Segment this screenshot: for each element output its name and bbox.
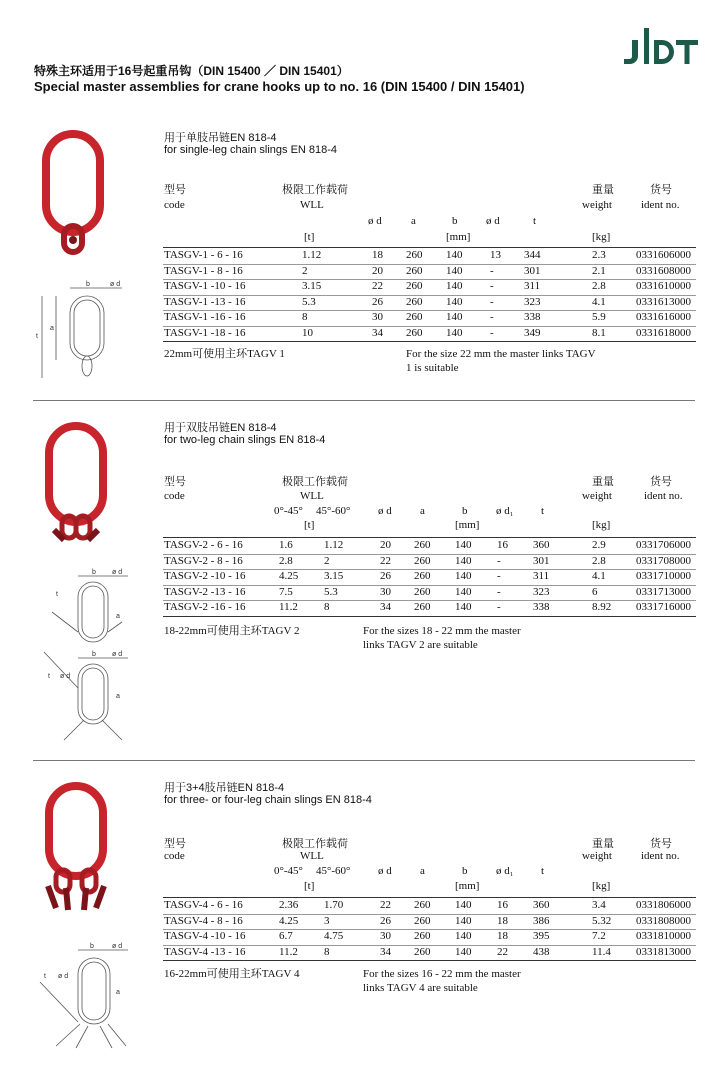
table-cell-id: 0331806000: [636, 899, 691, 911]
hdr-unit-kg: [kg]: [592, 519, 611, 531]
dim-a-label: a: [50, 325, 54, 332]
table-cell-a: 260: [406, 264, 423, 277]
table-cell-w1: 6.7: [279, 930, 293, 942]
hdr-angle-45-60: 45°-60°: [316, 865, 351, 877]
hdr-od1: ø d: [486, 215, 500, 227]
table-cell-w: 2.1: [592, 264, 606, 277]
hdr-ident-cn: 货号: [650, 184, 672, 196]
table-cell-w2: 1.12: [324, 539, 344, 551]
table-cell-w1: 2.36: [279, 899, 299, 911]
table-cell-w1: 4.25: [279, 570, 299, 582]
hdr-a: a: [411, 215, 416, 227]
hdr-code-cn: 型号: [164, 476, 186, 488]
table-cell-id: 0331610000: [636, 280, 691, 292]
table-cell-w: 5.9: [592, 311, 606, 323]
hdr-angle-45-60: 45°-60°: [316, 505, 351, 517]
table-cell-a: 260: [414, 899, 431, 911]
table-cell-t: 438: [533, 945, 550, 958]
hdr-unit-mm: [mm]: [455, 519, 480, 531]
dim-t-label: t: [36, 333, 38, 340]
table-cell-wll: 1.12: [302, 249, 322, 261]
hdr-code-cn: 型号: [164, 838, 186, 850]
table-cell-code: TASGV-1 -18 - 16: [164, 326, 246, 339]
hdr-code-en: code: [164, 850, 185, 862]
table-cell-d1: 18: [497, 914, 508, 927]
table-cell-code: TASGV-1 -13 - 16: [164, 295, 246, 308]
table-cell-w: 8.92: [592, 601, 612, 613]
section-divider: [33, 400, 695, 401]
page-title-en: Special master assemblies for crane hooks up to no. 16 (DIN 15400 / DIN 15401): [34, 79, 525, 94]
table-cell-code: TASGV-2 -10 - 16: [164, 570, 246, 582]
table-cell-w2: 5.3: [324, 585, 338, 598]
table-cell-b: 140: [455, 539, 472, 551]
hdr-od: ø d: [368, 215, 382, 227]
table-cell-a: 260: [406, 280, 423, 292]
dim-b-label: b: [92, 651, 96, 658]
section1-note-en: For the size 22 mm the master links TAGV 1 is suitable: [406, 348, 596, 374]
table-row: [0, 265, 725, 280]
table-cell-b: 140: [446, 264, 463, 277]
table-cell-id: 0331813000: [636, 945, 691, 958]
page-title-cn: 特殊主环适用于16号起重吊钩（DIN 15400 ／ DIN 15401）: [34, 64, 349, 78]
table-cell-id: 0331708000: [636, 554, 691, 567]
section3-note-en: For the sizes 16 - 22 mm the master links TAGV 4 are suitable: [363, 968, 521, 994]
table-cell-t: 360: [533, 899, 550, 911]
table-cell-a: 260: [414, 570, 431, 582]
table3-header-rule: [163, 897, 696, 898]
dim-a-label: a: [116, 693, 120, 700]
section-divider: [33, 760, 695, 761]
table-cell-id: 0331616000: [636, 311, 691, 323]
dim-t-label: t: [48, 673, 50, 680]
hdr-unit-mm: [mm]: [455, 880, 480, 892]
table-cell-w1: 4.25: [279, 914, 299, 927]
hdr-t: t: [541, 505, 545, 517]
table-cell-id: 0331716000: [636, 601, 691, 613]
table-cell-a: 260: [414, 554, 431, 567]
hdr-unit-t: [t]: [304, 880, 315, 892]
dim-d-label: ø d: [60, 673, 71, 680]
hdr-wll-cn: 极限工作载荷: [282, 838, 348, 850]
table-cell-a: 260: [406, 249, 423, 261]
table-cell-w1: 2.8: [279, 554, 293, 567]
section3-heading-en: for three- or four-leg chain slings EN 818-4: [164, 794, 372, 806]
table-cell-code: TASGV-2 -16 - 16: [164, 601, 246, 613]
hdr-wll-en: WLL: [300, 199, 324, 211]
table-cell-d1: 22: [497, 945, 508, 958]
table-cell-d1: 16: [497, 539, 508, 551]
table-cell-w: 4.1: [592, 570, 606, 582]
table-cell-b: 140: [455, 554, 472, 567]
table-cell-t: 386: [533, 914, 550, 927]
table1-header-rule: [163, 247, 696, 248]
table-cell-b: 140: [446, 280, 463, 292]
hdr-wll-cn: 极限工作载荷: [282, 476, 348, 488]
table-row: [0, 899, 725, 914]
table-cell-d: 26: [380, 570, 391, 582]
table-cell-t: 344: [524, 249, 541, 261]
table-cell-t: 323: [533, 585, 550, 598]
table-cell-a: 260: [406, 295, 423, 308]
hdr-wll-cn: 极限工作载荷: [282, 184, 348, 196]
table-cell-code: TASGV-4 -10 - 16: [164, 930, 246, 942]
dim-d-label: ø d: [58, 973, 69, 980]
table-cell-w: 7.2: [592, 930, 606, 942]
table-cell-d1: -: [497, 601, 501, 613]
hdr-od1: ø d₁: [496, 505, 514, 517]
table-row: [0, 280, 725, 295]
table-cell-b: 140: [455, 601, 472, 613]
single-leg-master-link-photo: [38, 130, 108, 260]
table-cell-d: 30: [372, 311, 383, 323]
table-cell-w: 2.9: [592, 539, 606, 551]
dim-d-label: ø d: [110, 281, 121, 288]
table-cell-w1: 11.2: [279, 601, 298, 613]
hdr-unit-kg: [kg]: [592, 880, 611, 892]
table-row: [0, 946, 725, 961]
table-cell-w: 5.32: [592, 914, 612, 927]
table-cell-id: 0331606000: [636, 249, 691, 261]
hdr-wll-en: WLL: [300, 850, 324, 862]
section2-note-cn: 18-22mm可使用主环TAGV 2: [164, 625, 300, 637]
table-cell-w: 2.8: [592, 280, 606, 292]
table-cell-code: TASGV-1 - 6 - 16: [164, 249, 243, 261]
hdr-weight-en: weight: [582, 850, 612, 862]
table-cell-a: 260: [414, 539, 431, 551]
table-row: [0, 249, 725, 264]
table-cell-d1: -: [490, 311, 494, 323]
table-cell-t: 301: [524, 264, 541, 277]
table-cell-t: 395: [533, 930, 550, 942]
table-cell-w1: 1.6: [279, 539, 293, 551]
table-cell-t: 301: [533, 554, 550, 567]
hdr-code-en: code: [164, 490, 185, 502]
table-cell-code: TASGV-1 -16 - 16: [164, 311, 246, 323]
table-cell-wll: 10: [302, 326, 313, 339]
hdr-t: t: [541, 865, 545, 877]
dim-d-label: ø d: [112, 569, 123, 576]
table-cell-b: 140: [455, 914, 472, 927]
table-cell-a: 260: [414, 585, 431, 598]
table-cell-w2: 1.70: [324, 899, 344, 911]
table-cell-b: 140: [455, 899, 472, 911]
table-cell-w: 4.1: [592, 295, 606, 308]
table-cell-w: 6: [592, 585, 598, 598]
table-cell-b: 140: [455, 945, 472, 958]
table-cell-t: 349: [524, 326, 541, 339]
table-cell-wll: 8: [302, 311, 308, 323]
table-cell-a: 260: [414, 930, 431, 942]
table-cell-w: 3.4: [592, 899, 606, 911]
table-cell-d: 22: [372, 280, 383, 292]
four-leg-master-link-photo: [36, 782, 116, 918]
table-cell-d: 30: [380, 585, 391, 598]
table-cell-code: TASGV-2 - 8 - 16: [164, 554, 243, 567]
hdr-ident-cn: 货号: [650, 838, 672, 850]
table-cell-code: TASGV-1 - 8 - 16: [164, 264, 243, 277]
table-row: [0, 915, 725, 930]
dim-a-label: a: [116, 613, 120, 620]
dim-d-label: ø d: [112, 943, 123, 950]
table-cell-d1: -: [497, 570, 501, 582]
table-cell-d1: -: [497, 554, 501, 567]
table-cell-w1: 11.2: [279, 945, 298, 958]
table-cell-d1: -: [490, 280, 494, 292]
hdr-wll-en: WLL: [300, 490, 324, 502]
hdr-angle-0-45: 0°-45°: [274, 865, 303, 877]
table-cell-t: 360: [533, 539, 550, 551]
dim-t-label: t: [44, 973, 46, 980]
table-cell-d: 34: [380, 945, 391, 958]
table-cell-t: 311: [533, 570, 550, 582]
table-cell-d: 20: [372, 264, 383, 277]
table-cell-id: 0331710000: [636, 570, 691, 582]
table-cell-id: 0331608000: [636, 264, 691, 277]
table-cell-id: 0331810000: [636, 930, 691, 942]
hdr-od: ø d: [378, 505, 392, 517]
table-cell-d: 26: [380, 914, 391, 927]
table-cell-id: 0331613000: [636, 295, 691, 308]
table2-bottom-rule: [163, 616, 696, 617]
hdr-weight-cn: 重量: [592, 184, 614, 196]
table-cell-w2: 8: [324, 945, 330, 958]
section2-heading-en: for two-leg chain slings EN 818-4: [164, 434, 326, 446]
table-cell-d: 34: [372, 326, 383, 339]
table1-bottom-rule: [163, 341, 696, 342]
table-cell-a: 260: [406, 311, 423, 323]
section2-note-en: For the sizes 18 - 22 mm the master links TAGV 2 are suitable: [363, 625, 521, 651]
table-row: [0, 601, 725, 616]
table-cell-a: 260: [414, 945, 431, 958]
section3-heading-cn: 用于3+4肢吊链EN 818-4: [164, 782, 285, 794]
table-cell-b: 140: [446, 295, 463, 308]
table-cell-wll: 3.15: [302, 280, 322, 292]
hdr-od1: ø d₁: [496, 865, 514, 877]
hdr-ident-cn: 货号: [650, 476, 672, 488]
dim-b-label: b: [92, 569, 96, 576]
table-cell-d1: -: [490, 264, 494, 277]
dim-a-label: a: [116, 989, 120, 996]
section3-note-cn: 16-22mm可使用主环TAGV 4: [164, 968, 300, 980]
table-cell-code: TASGV-1 -10 - 16: [164, 280, 246, 292]
hdr-ident-en: ident no.: [641, 850, 680, 862]
hdr-a: a: [420, 505, 425, 517]
hdr-weight-en: weight: [582, 199, 612, 211]
hdr-unit-t: [t]: [304, 231, 315, 243]
hdr-code-cn: 型号: [164, 184, 186, 196]
two-leg-master-link-photo: [38, 422, 114, 552]
table-row: [0, 570, 725, 585]
hdr-weight-en: weight: [582, 490, 612, 502]
table-cell-id: 0331618000: [636, 326, 691, 339]
table-cell-a: 260: [414, 914, 431, 927]
table-cell-t: 338: [533, 601, 550, 613]
table-cell-d: 34: [380, 601, 391, 613]
table-cell-b: 140: [455, 585, 472, 598]
table-cell-d1: -: [497, 585, 501, 598]
table-cell-b: 140: [446, 326, 463, 339]
dim-b-label: b: [86, 281, 90, 288]
section2-heading-cn: 用于双肢吊链EN 818-4: [164, 422, 277, 434]
hdr-od: ø d: [378, 865, 392, 877]
table-cell-d1: 18: [497, 930, 508, 942]
hdr-angle-0-45: 0°-45°: [274, 505, 303, 517]
jdt-logo: [622, 26, 700, 66]
hdr-ident-en: ident no.: [644, 490, 683, 502]
hdr-unit-mm: [mm]: [446, 231, 471, 243]
table-cell-b: 140: [455, 930, 472, 942]
table2-header-rule: [163, 537, 696, 538]
table3-bottom-rule: [163, 960, 696, 961]
table-cell-w2: 3: [324, 914, 330, 927]
table-cell-w: 8.1: [592, 326, 606, 339]
table-cell-w: 2.3: [592, 249, 606, 261]
table-cell-a: 260: [414, 601, 431, 613]
table-cell-b: 140: [455, 570, 472, 582]
hdr-weight-cn: 重量: [592, 838, 614, 850]
hdr-a: a: [420, 865, 425, 877]
table-cell-d: 20: [380, 539, 391, 551]
dim-t-label: t: [56, 591, 58, 598]
table-cell-b: 140: [446, 311, 463, 323]
table-row: [0, 555, 725, 570]
table-cell-t: 338: [524, 311, 541, 323]
table-cell-d: 22: [380, 554, 391, 567]
table-cell-d: 22: [380, 899, 391, 911]
section1-note-cn: 22mm可使用主环TAGV 1: [164, 348, 285, 360]
table-cell-w1: 7.5: [279, 585, 293, 598]
hdr-b: b: [462, 505, 468, 517]
table-cell-w2: 2: [324, 554, 330, 567]
table-cell-id: 0331706000: [636, 539, 691, 551]
table-cell-a: 260: [406, 326, 423, 339]
hdr-weight-cn: 重量: [592, 476, 614, 488]
table-cell-t: 323: [524, 295, 541, 308]
table-cell-d1: -: [490, 295, 494, 308]
table-row: [0, 930, 725, 945]
table-cell-code: TASGV-4 -13 - 16: [164, 945, 246, 958]
hdr-ident-en: ident no.: [641, 199, 680, 211]
table-cell-wll: 5.3: [302, 295, 316, 308]
dim-d-label: ø d: [112, 651, 123, 658]
table-cell-d1: 13: [490, 249, 501, 261]
table-cell-code: TASGV-4 - 8 - 16: [164, 914, 243, 927]
table-row: [0, 327, 725, 342]
section1-heading-en: for single-leg chain slings EN 818-4: [164, 144, 338, 156]
table-cell-w2: 3.15: [324, 570, 344, 582]
table-cell-b: 140: [446, 249, 463, 261]
table-cell-w2: 4.75: [324, 930, 344, 942]
table-cell-t: 311: [524, 280, 541, 292]
table-cell-wll: 2: [302, 264, 308, 277]
hdr-unit-kg: [kg]: [592, 231, 611, 243]
table-row: [0, 539, 725, 554]
table-cell-w: 2.8: [592, 554, 606, 567]
table-cell-d1: -: [490, 326, 494, 339]
hdr-code-en: code: [164, 199, 185, 211]
table-cell-d: 30: [380, 930, 391, 942]
table-row: [0, 586, 725, 601]
table-cell-id: 0331713000: [636, 585, 691, 598]
table-cell-code: TASGV-4 - 6 - 16: [164, 899, 243, 911]
table-cell-d: 18: [372, 249, 383, 261]
table-cell-d1: 16: [497, 899, 508, 911]
dim-b-label: b: [90, 943, 94, 950]
hdr-b: b: [452, 215, 458, 227]
table-row: [0, 311, 725, 326]
table-cell-code: TASGV-2 -13 - 16: [164, 585, 246, 598]
hdr-b: b: [462, 865, 468, 877]
table-cell-code: TASGV-2 - 6 - 16: [164, 539, 243, 551]
table-cell-w2: 8: [324, 601, 330, 613]
hdr-unit-t: [t]: [304, 519, 315, 531]
table-cell-w: 11.4: [592, 945, 611, 958]
section1-heading-cn: 用于单肢吊链EN 818-4: [164, 132, 277, 144]
table-row: [0, 296, 725, 311]
hdr-t: t: [533, 215, 537, 227]
table-cell-id: 0331808000: [636, 914, 691, 927]
table-cell-d: 26: [372, 295, 383, 308]
